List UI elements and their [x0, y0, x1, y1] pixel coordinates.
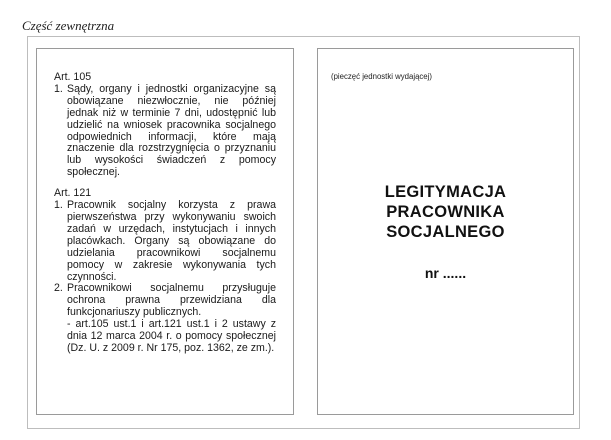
article-121-item-2 [54, 283, 276, 319]
title-line-1: LEGITYMACJA [384, 183, 507, 201]
page-caption: Część zewnętrzna [22, 18, 115, 33]
item-number: 2. [54, 282, 63, 295]
item-number: 1. [54, 82, 63, 95]
right-panel [317, 48, 574, 415]
article-121-heading: Art. 121 [54, 187, 92, 200]
issuer-stamp-label: (pieczęć jednostki wydającej) [331, 72, 432, 81]
article-105-heading: Art. 105 [54, 71, 92, 83]
left-panel [36, 48, 294, 415]
id-card-title [318, 182, 573, 242]
legal-text [54, 72, 276, 355]
legal-reference: - art.105 ust.1 i art.121 ust.1 i 2 ustawy z dnia 12 marca 2004 r. o pomocy społecznej (Dz. U. z 2009 r. Nr 175, poz. 1362, ze zm.). [67, 318, 276, 354]
article-121-item-1 [54, 200, 276, 283]
item-text: Pracownikowi socjalnemu przysługuje ochrona prawna przewidziana dla funkcjonariuszy publicznych. [67, 282, 276, 319]
item-text: Pracownik socjalny korzysta z prawa pierwszeństwa przy wykonywaniu swoich zadań w urzędach, instytucjach i innych placówkach. Organy są obowiązane do udzielania pracownikowi socjalnemu pomocy w zakresie wykonywania tych czynności. [67, 199, 276, 283]
article-105-item [54, 84, 276, 179]
item-text: Sądy, organy i jednostki organizacyjne są obowiązane niezwłocznie, nie później jednak niż w terminie 7 dni, udostępnić lub udzielić na wniosek pracownika socjalnego odpowiednich informacji, które mają znaczenie dla rozstrzygnięcia o przyznaniu lub wysokości świadczeń z pomocy społecznej. [67, 82, 276, 179]
title-line-2: PRACOWNIKA [386, 203, 505, 221]
item-number: 1. [54, 199, 63, 212]
title-line-3: SOCJALNEGO [386, 223, 505, 241]
card-number: nr ...... [424, 265, 467, 281]
